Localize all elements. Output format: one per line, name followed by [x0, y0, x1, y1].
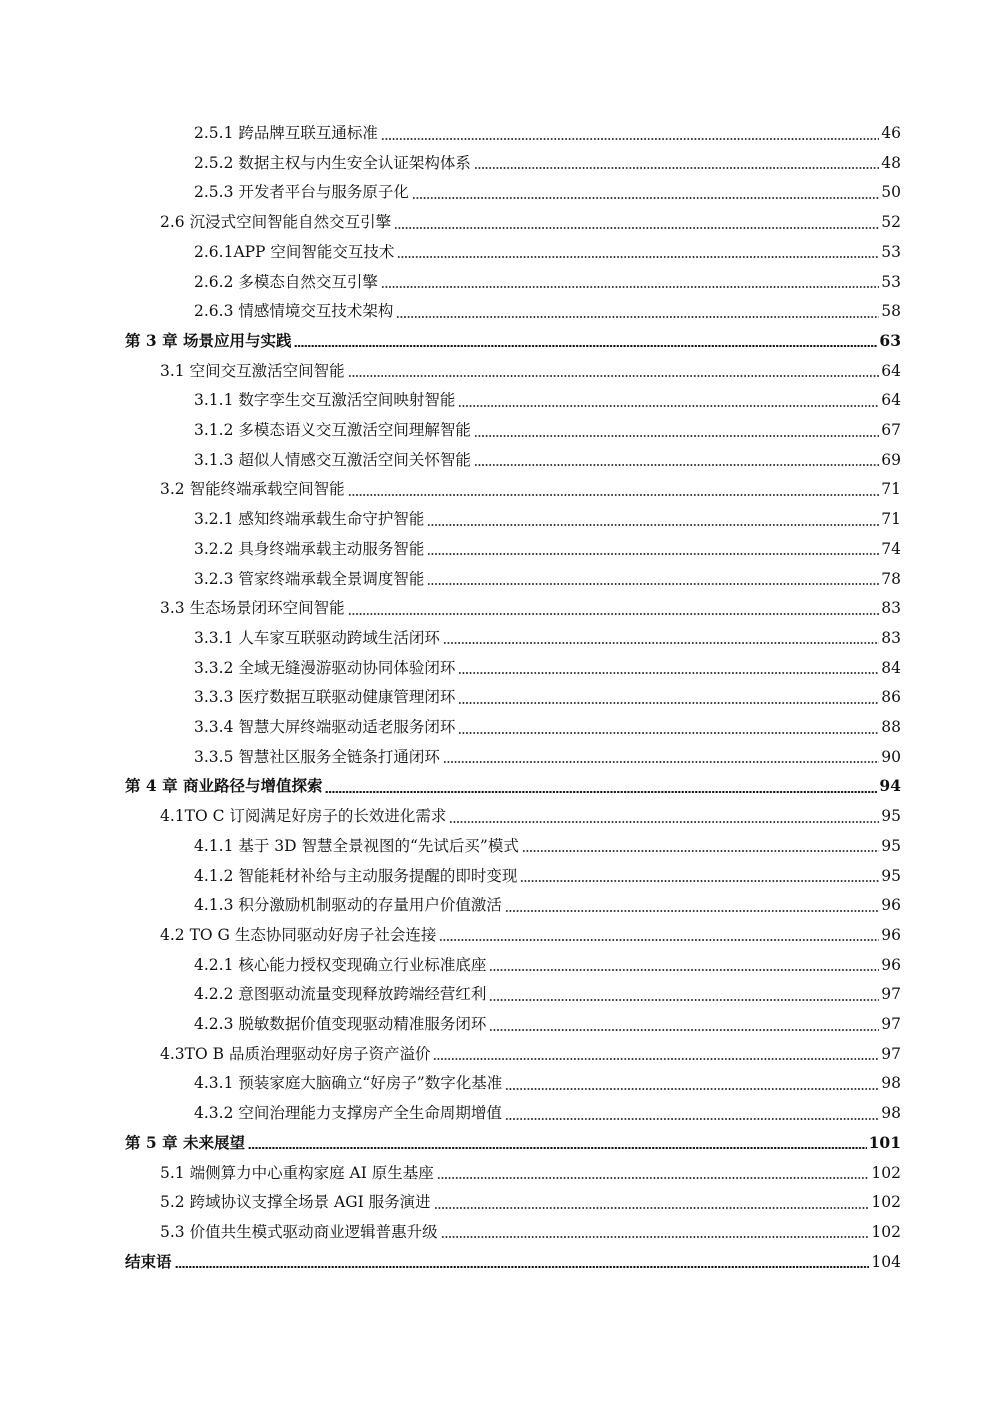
toc-entry-page: 96 [881, 955, 901, 974]
toc-entry-title: 结束语 [125, 1251, 172, 1271]
toc-entry-page: 46 [881, 124, 901, 142]
toc-entry-page: 52 [881, 213, 901, 232]
toc-entry-title: 3.3.4 智慧大屏终端驱动适老服务闭环 [194, 718, 456, 736]
toc-entry[interactable] [194, 682, 901, 712]
dot-leader [505, 1118, 879, 1120]
toc-entry-page: 53 [881, 272, 901, 291]
toc-entry[interactable] [194, 1098, 901, 1128]
toc-entry-title: 5.1 端侧算力中心重构家庭 AI 原生基座 [160, 1163, 434, 1182]
toc-entry-page: 96 [881, 925, 901, 944]
toc-entry-page: 67 [881, 421, 901, 439]
toc-entry-page: 102 [871, 1222, 901, 1241]
toc-entry-page: 71 [881, 510, 901, 529]
dot-leader [458, 702, 879, 704]
toc-entry-page: 97 [881, 1044, 901, 1063]
dot-leader [474, 435, 879, 437]
dot-leader [396, 316, 879, 318]
toc-entry-page: 74 [881, 539, 901, 558]
toc-entry[interactable] [194, 564, 901, 594]
toc-entry-title: 4.1.2 智能耗材补给与主动服务提醒的即时变现 [194, 866, 518, 885]
dot-leader [489, 1029, 879, 1031]
toc-entry[interactable] [194, 118, 901, 148]
toc-entry[interactable] [194, 534, 901, 564]
dot-leader [427, 583, 879, 585]
dot-leader [522, 850, 879, 852]
toc-entry[interactable] [160, 474, 901, 504]
toc-entry-title: 3.2.3 管家终端承载全景调度智能 [194, 569, 425, 588]
dot-leader [505, 910, 879, 912]
dot-leader [248, 1147, 867, 1149]
dot-leader [489, 969, 879, 971]
toc-entry[interactable] [160, 920, 901, 950]
dot-leader [520, 880, 879, 882]
dot-leader [348, 494, 880, 496]
dot-leader [458, 672, 879, 674]
dot-leader [412, 197, 879, 199]
toc-entry-title: 2.6.1APP 空间智能交互技术 [194, 242, 395, 261]
toc-entry-title: 第 3 章 场景应用与实践 [125, 330, 292, 350]
toc-entry-title: 3.2.2 具身终端承载主动服务智能 [194, 539, 425, 558]
dot-leader [175, 1266, 870, 1268]
toc-entry[interactable] [194, 742, 901, 772]
toc-entry-title: 4.2.3 脱敏数据价值变现驱动精准服务闭环 [194, 1015, 487, 1033]
toc-entry-title: 4.1.3 积分激励机制驱动的存量用户价值激活 [194, 896, 502, 915]
dot-leader [443, 761, 879, 763]
toc-entry[interactable] [160, 1158, 901, 1188]
toc-entry-page: 84 [881, 658, 901, 677]
toc-entry[interactable] [194, 415, 901, 445]
toc-entry[interactable] [194, 177, 901, 207]
toc-entry-page: 102 [871, 1193, 901, 1212]
toc-entry-page: 97 [881, 985, 901, 1004]
toc-entry-title: 4.3.1 预装家庭大脑确立“好房子”数字化基准 [194, 1074, 503, 1093]
toc-entry[interactable] [194, 1009, 901, 1039]
toc-entry-title: 4.3TO B 品质治理驱动好房子资产溢价 [160, 1044, 431, 1063]
toc-entry-title: 2.6.2 多模态自然交互引擎 [194, 272, 378, 291]
toc-entry-page: 95 [881, 866, 901, 885]
toc-entry-page: 53 [881, 242, 901, 261]
toc-entry[interactable] [194, 979, 901, 1009]
toc-entry-title: 4.2.2 意图驱动流量变现释放跨端经营红利 [194, 985, 487, 1004]
toc-entry-title: 3.1.2 多模态语义交互激活空间理解智能 [194, 421, 471, 439]
dot-leader [397, 256, 879, 258]
dot-leader [474, 464, 879, 466]
dot-leader [458, 405, 879, 407]
toc-entry-title: 3.3 生态场景闭环空间智能 [160, 599, 345, 618]
toc-entry-page: 48 [881, 153, 901, 172]
toc-entry[interactable] [194, 296, 901, 326]
toc-entry[interactable] [194, 623, 901, 653]
dot-leader [441, 1236, 870, 1238]
dot-leader [325, 791, 877, 793]
dot-leader [427, 524, 879, 526]
toc-entry-title: 3.3.5 智慧社区服务全链条打通闭环 [194, 747, 440, 766]
toc-entry-page: 71 [881, 480, 901, 499]
toc-entry-title: 2.6.3 情感情境交互技术架构 [194, 302, 394, 321]
dot-leader [443, 642, 879, 644]
toc-entry-page: 58 [881, 302, 901, 321]
toc-entry[interactable] [160, 1187, 901, 1217]
toc-entry-page: 90 [881, 747, 901, 766]
toc-entry[interactable] [194, 1068, 901, 1098]
toc-chapter[interactable] [125, 1128, 901, 1158]
toc-entry[interactable] [194, 861, 901, 891]
toc-entry-title: 2.5.3 开发者平台与服务原子化 [194, 183, 409, 202]
toc-entry-page: 94 [879, 776, 901, 796]
toc-entry-title: 3.2 智能终端承载空间智能 [160, 480, 345, 499]
toc-entry-page: 104 [871, 1252, 901, 1271]
toc-entry[interactable] [160, 207, 901, 237]
dot-leader [505, 1088, 879, 1090]
dot-leader [437, 1177, 870, 1179]
toc-entry-title: 3.2.1 感知终端承载生命守护智能 [194, 510, 425, 529]
toc-entry-title: 2.6 沉浸式空间智能自然交互引擎 [160, 213, 392, 232]
toc-entry-page: 97 [881, 1015, 901, 1033]
dot-leader [381, 138, 879, 140]
toc-entry-page: 95 [881, 836, 901, 855]
toc-entry-page: 98 [881, 1074, 901, 1093]
toc-entry-title: 4.1TO C 订阅满足好房子的长效进化需求 [160, 807, 447, 826]
toc-entry[interactable] [160, 1217, 901, 1247]
toc-entry-page: 98 [881, 1104, 901, 1123]
toc-entry-title: 第 4 章 商业路径与增值探索 [125, 776, 323, 796]
toc-entry-page: 95 [881, 807, 901, 826]
dot-leader [394, 227, 879, 229]
toc-chapter[interactable] [125, 326, 901, 356]
toc-entry-title: 第 5 章 未来展望 [125, 1132, 245, 1152]
toc-entry-title: 4.1.1 基于 3D 智慧全景视图的“先试后买”模式 [194, 836, 519, 855]
dot-leader [294, 345, 877, 347]
toc-entry-page: 69 [881, 450, 901, 469]
dot-leader [474, 167, 879, 169]
toc-entry-title: 4.2 TO G 生态协同驱动好房子社会连接 [160, 925, 437, 944]
dot-leader [433, 1058, 879, 1060]
toc-entry[interactable] [194, 831, 901, 861]
toc-entry-page: 83 [881, 599, 901, 618]
toc-entry-title: 5.2 跨域协议支撑全场景 AGI 服务演进 [160, 1193, 431, 1212]
toc-entry-page: 50 [881, 183, 901, 202]
toc-chapter[interactable] [125, 771, 901, 801]
toc-entry[interactable] [194, 445, 901, 475]
toc-entry-title: 3.3.1 人车家互联驱动跨域生活闭环 [194, 628, 440, 647]
toc-entry[interactable] [194, 237, 901, 267]
dot-leader [427, 553, 879, 555]
toc-entry-page: 101 [868, 1132, 901, 1152]
toc-chapter[interactable] [125, 1247, 901, 1277]
toc-entry[interactable] [194, 653, 901, 683]
toc-entry[interactable] [160, 356, 901, 386]
toc-entry-page: 63 [879, 330, 901, 350]
toc-entry-page: 83 [881, 628, 901, 647]
toc-entry-title: 3.1 空间交互激活空间智能 [160, 361, 345, 380]
toc-entry-title: 2.5.1 跨品牌互联互通标准 [194, 124, 378, 142]
toc-entry[interactable] [194, 712, 901, 742]
toc-entry-title: 5.3 价值共生模式驱动商业逻辑普惠升级 [160, 1222, 438, 1241]
toc-entry-title: 3.1.3 超似人情感交互激活空间关怀智能 [194, 450, 471, 469]
dot-leader [348, 613, 880, 615]
toc-entry-title: 3.1.1 数字孪生交互激活空间映射智能 [194, 391, 456, 410]
dot-leader [439, 939, 879, 941]
toc-entry-title: 3.3.3 医疗数据互联驱动健康管理闭环 [194, 688, 456, 707]
dot-leader [489, 999, 879, 1001]
dot-leader [381, 286, 879, 288]
toc-entry[interactable] [194, 267, 901, 297]
toc-entry-page: 64 [881, 361, 901, 380]
toc-entry-title: 4.2.1 核心能力授权变现确立行业标准底座 [194, 955, 487, 974]
dot-leader [449, 821, 879, 823]
toc-entry-title: 2.5.2 数据主权与内生安全认证架构体系 [194, 153, 471, 172]
toc-entry-page: 96 [881, 896, 901, 915]
dot-leader [348, 375, 880, 377]
dot-leader [458, 732, 879, 734]
toc-entry-title: 3.3.2 全域无缝漫游驱动协同体验闭环 [194, 658, 456, 677]
toc-entry-page: 78 [881, 569, 901, 588]
toc-entry[interactable] [160, 593, 901, 623]
toc-entry[interactable] [194, 504, 901, 534]
dot-leader [434, 1207, 870, 1209]
toc-entry-page: 86 [881, 688, 901, 707]
toc-entry[interactable] [160, 1039, 901, 1069]
toc-entry-page: 102 [871, 1163, 901, 1182]
toc-entry-page: 88 [881, 718, 901, 736]
toc-entry[interactable] [194, 148, 901, 178]
toc-entry[interactable] [194, 950, 901, 980]
toc-entry[interactable] [160, 801, 901, 831]
toc-entry[interactable] [194, 890, 901, 920]
toc-entry[interactable] [194, 385, 901, 415]
toc-entry-title: 4.3.2 空间治理能力支撑房产全生命周期增值 [194, 1104, 502, 1123]
toc-entry-page: 64 [881, 391, 901, 410]
